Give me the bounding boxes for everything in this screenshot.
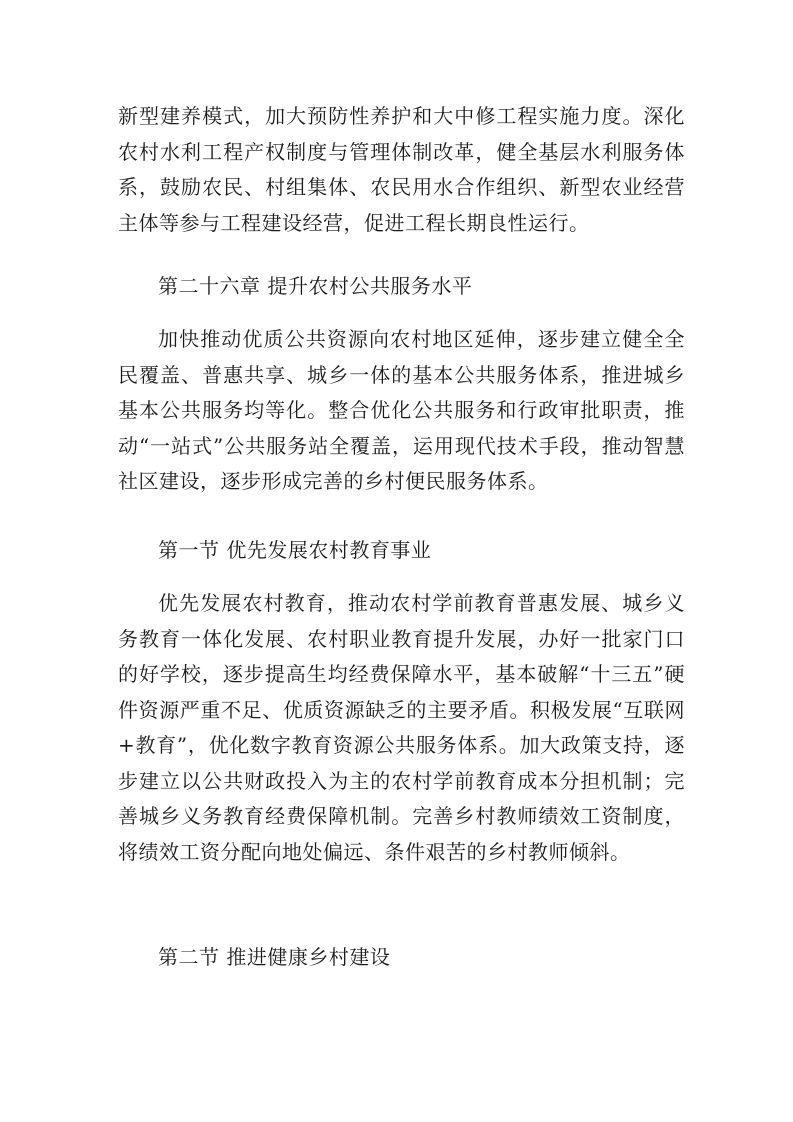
section-heading-education: 第一节 优先发展农村教育事业 bbox=[158, 538, 432, 562]
paragraph-water-conservancy: 新型建养模式，加大预防性养护和大中修工程实施力度。深化农村水利工程产权制度与管理体制改革，健全基层水利服务体系，鼓励农民、村组集体、农民用水合作组织、新型农业经营主体等参与工程建设经营，促进工程长期良性运行。 bbox=[118, 104, 685, 235]
section-heading-health: 第二节 推进健康乡村建设 bbox=[158, 945, 391, 969]
chapter-heading: 第二十六章 提升农村公共服务水平 bbox=[158, 274, 473, 298]
paragraph-public-services: 加快推动优质公共资源向农村地区延伸，逐步建立健全全民覆盖、普惠共享、城乡一体的基本公共服务体系，推进城乡基本公共服务均等化。整合优化公共服务和行政审批职责，推动“一站式”公共服务站全覆盖，运用现代技术手段，推动智慧社区建设，逐步形成完善的乡村便民服务体系。 bbox=[118, 327, 685, 493]
paragraph-rural-education: 优先发展农村教育，推动农村学前教育普惠发展、城乡义务教育一体化发展、农村职业教育提升发展，办好一批家门口的好学校，逐步提高生均经费保障水平，基本破解“十三五”硬件资源严重不足、优质资源缺乏的主要矛盾。积极发展“互联网+教育”，优化数字教育资源公共服务体系。加大政策支持，逐步建立以公共财政投入为主的农村学前教育成本分担机制；完善城乡义务教育经费保障机制。完善乡村教师绩效工资制度，将绩效工资分配向地处偏远、条件艰苦的乡村教师倾斜。 bbox=[118, 591, 685, 864]
